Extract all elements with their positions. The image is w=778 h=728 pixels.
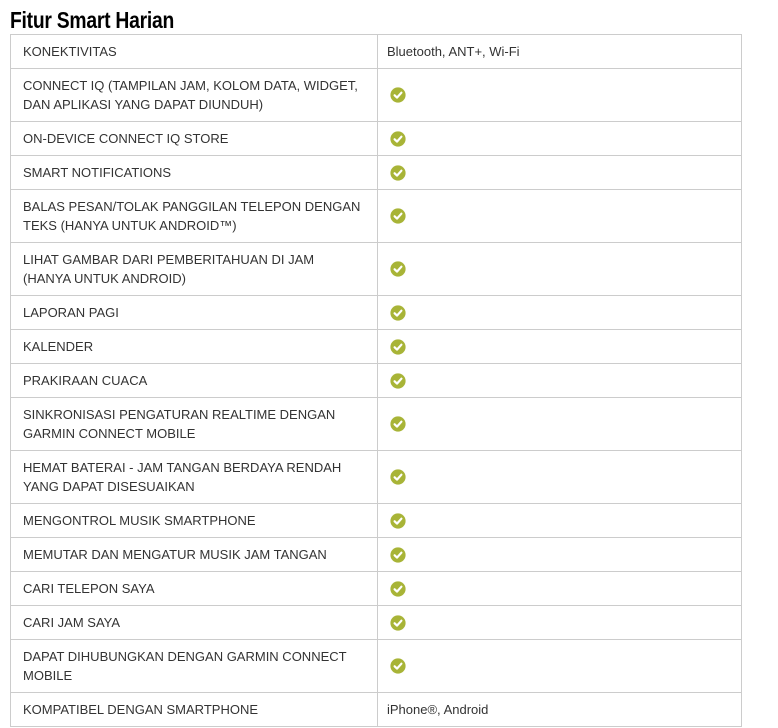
table-row bbox=[11, 693, 742, 727]
table-row bbox=[11, 243, 742, 296]
table-row bbox=[11, 69, 742, 122]
check-icon bbox=[390, 87, 406, 103]
table-row bbox=[11, 451, 742, 504]
page-title: Fitur Smart Harian bbox=[10, 7, 175, 33]
table-row bbox=[11, 296, 742, 330]
feature-label: KONEKTIVITAS bbox=[11, 35, 378, 69]
feature-value: Bluetooth, ANT+, Wi-Fi bbox=[378, 35, 742, 69]
spec-section bbox=[10, 0, 742, 727]
table-row bbox=[11, 640, 742, 693]
feature-check-cell bbox=[378, 364, 742, 398]
feature-label: SINKRONISASI PENGATURAN REALTIME DENGAN GARMIN CONNECT MOBILE bbox=[11, 398, 378, 451]
check-icon bbox=[390, 261, 406, 277]
table-row bbox=[11, 190, 742, 243]
table-row bbox=[11, 538, 742, 572]
check-icon bbox=[390, 547, 406, 563]
feature-check-cell bbox=[378, 296, 742, 330]
table-row bbox=[11, 364, 742, 398]
feature-check-cell bbox=[378, 156, 742, 190]
table-row bbox=[11, 35, 742, 69]
check-icon bbox=[390, 339, 406, 355]
table-row bbox=[11, 122, 742, 156]
check-icon bbox=[390, 305, 406, 321]
check-icon bbox=[390, 581, 406, 597]
feature-table bbox=[10, 34, 742, 727]
feature-value: iPhone®, Android bbox=[378, 693, 742, 727]
feature-label: CARI TELEPON SAYA bbox=[11, 572, 378, 606]
check-icon bbox=[390, 165, 406, 181]
table-row bbox=[11, 330, 742, 364]
feature-check-cell bbox=[378, 190, 742, 243]
check-icon bbox=[390, 208, 406, 224]
feature-label: SMART NOTIFICATIONS bbox=[11, 156, 378, 190]
feature-check-cell bbox=[378, 572, 742, 606]
feature-label: ON-DEVICE CONNECT IQ STORE bbox=[11, 122, 378, 156]
feature-label: MENGONTROL MUSIK SMARTPHONE bbox=[11, 504, 378, 538]
feature-label: DAPAT DIHUBUNGKAN DENGAN GARMIN CONNECT MOBILE bbox=[11, 640, 378, 693]
check-icon bbox=[390, 658, 406, 674]
feature-table-body bbox=[11, 35, 742, 727]
table-row bbox=[11, 606, 742, 640]
table-row bbox=[11, 504, 742, 538]
feature-check-cell bbox=[378, 330, 742, 364]
feature-label: KALENDER bbox=[11, 330, 378, 364]
check-icon bbox=[390, 131, 406, 147]
check-icon bbox=[390, 469, 406, 485]
feature-label: CARI JAM SAYA bbox=[11, 606, 378, 640]
feature-check-cell bbox=[378, 504, 742, 538]
feature-check-cell bbox=[378, 606, 742, 640]
feature-check-cell bbox=[378, 122, 742, 156]
check-icon bbox=[390, 513, 406, 529]
table-row bbox=[11, 572, 742, 606]
check-icon bbox=[390, 615, 406, 631]
table-row bbox=[11, 398, 742, 451]
feature-label: MEMUTAR DAN MENGATUR MUSIK JAM TANGAN bbox=[11, 538, 378, 572]
feature-label: CONNECT IQ (TAMPILAN JAM, KOLOM DATA, WIDGET, DAN APLIKASI YANG DAPAT DIUNDUH) bbox=[11, 69, 378, 122]
feature-label: PRAKIRAAN CUACA bbox=[11, 364, 378, 398]
feature-check-cell bbox=[378, 69, 742, 122]
feature-check-cell bbox=[378, 243, 742, 296]
feature-label: LAPORAN PAGI bbox=[11, 296, 378, 330]
feature-check-cell bbox=[378, 640, 742, 693]
feature-check-cell bbox=[378, 538, 742, 572]
feature-label: HEMAT BATERAI - JAM TANGAN BERDAYA RENDAH YANG DAPAT DISESUAIKAN bbox=[11, 451, 378, 504]
feature-check-cell bbox=[378, 451, 742, 504]
feature-label: BALAS PESAN/TOLAK PANGGILAN TELEPON DENGAN TEKS (HANYA UNTUK ANDROID™) bbox=[11, 190, 378, 243]
check-icon bbox=[390, 373, 406, 389]
feature-label: KOMPATIBEL DENGAN SMARTPHONE bbox=[11, 693, 378, 727]
feature-check-cell bbox=[378, 398, 742, 451]
feature-label: LIHAT GAMBAR DARI PEMBERITAHUAN DI JAM (HANYA UNTUK ANDROID) bbox=[11, 243, 378, 296]
table-row bbox=[11, 156, 742, 190]
check-icon bbox=[390, 416, 406, 432]
